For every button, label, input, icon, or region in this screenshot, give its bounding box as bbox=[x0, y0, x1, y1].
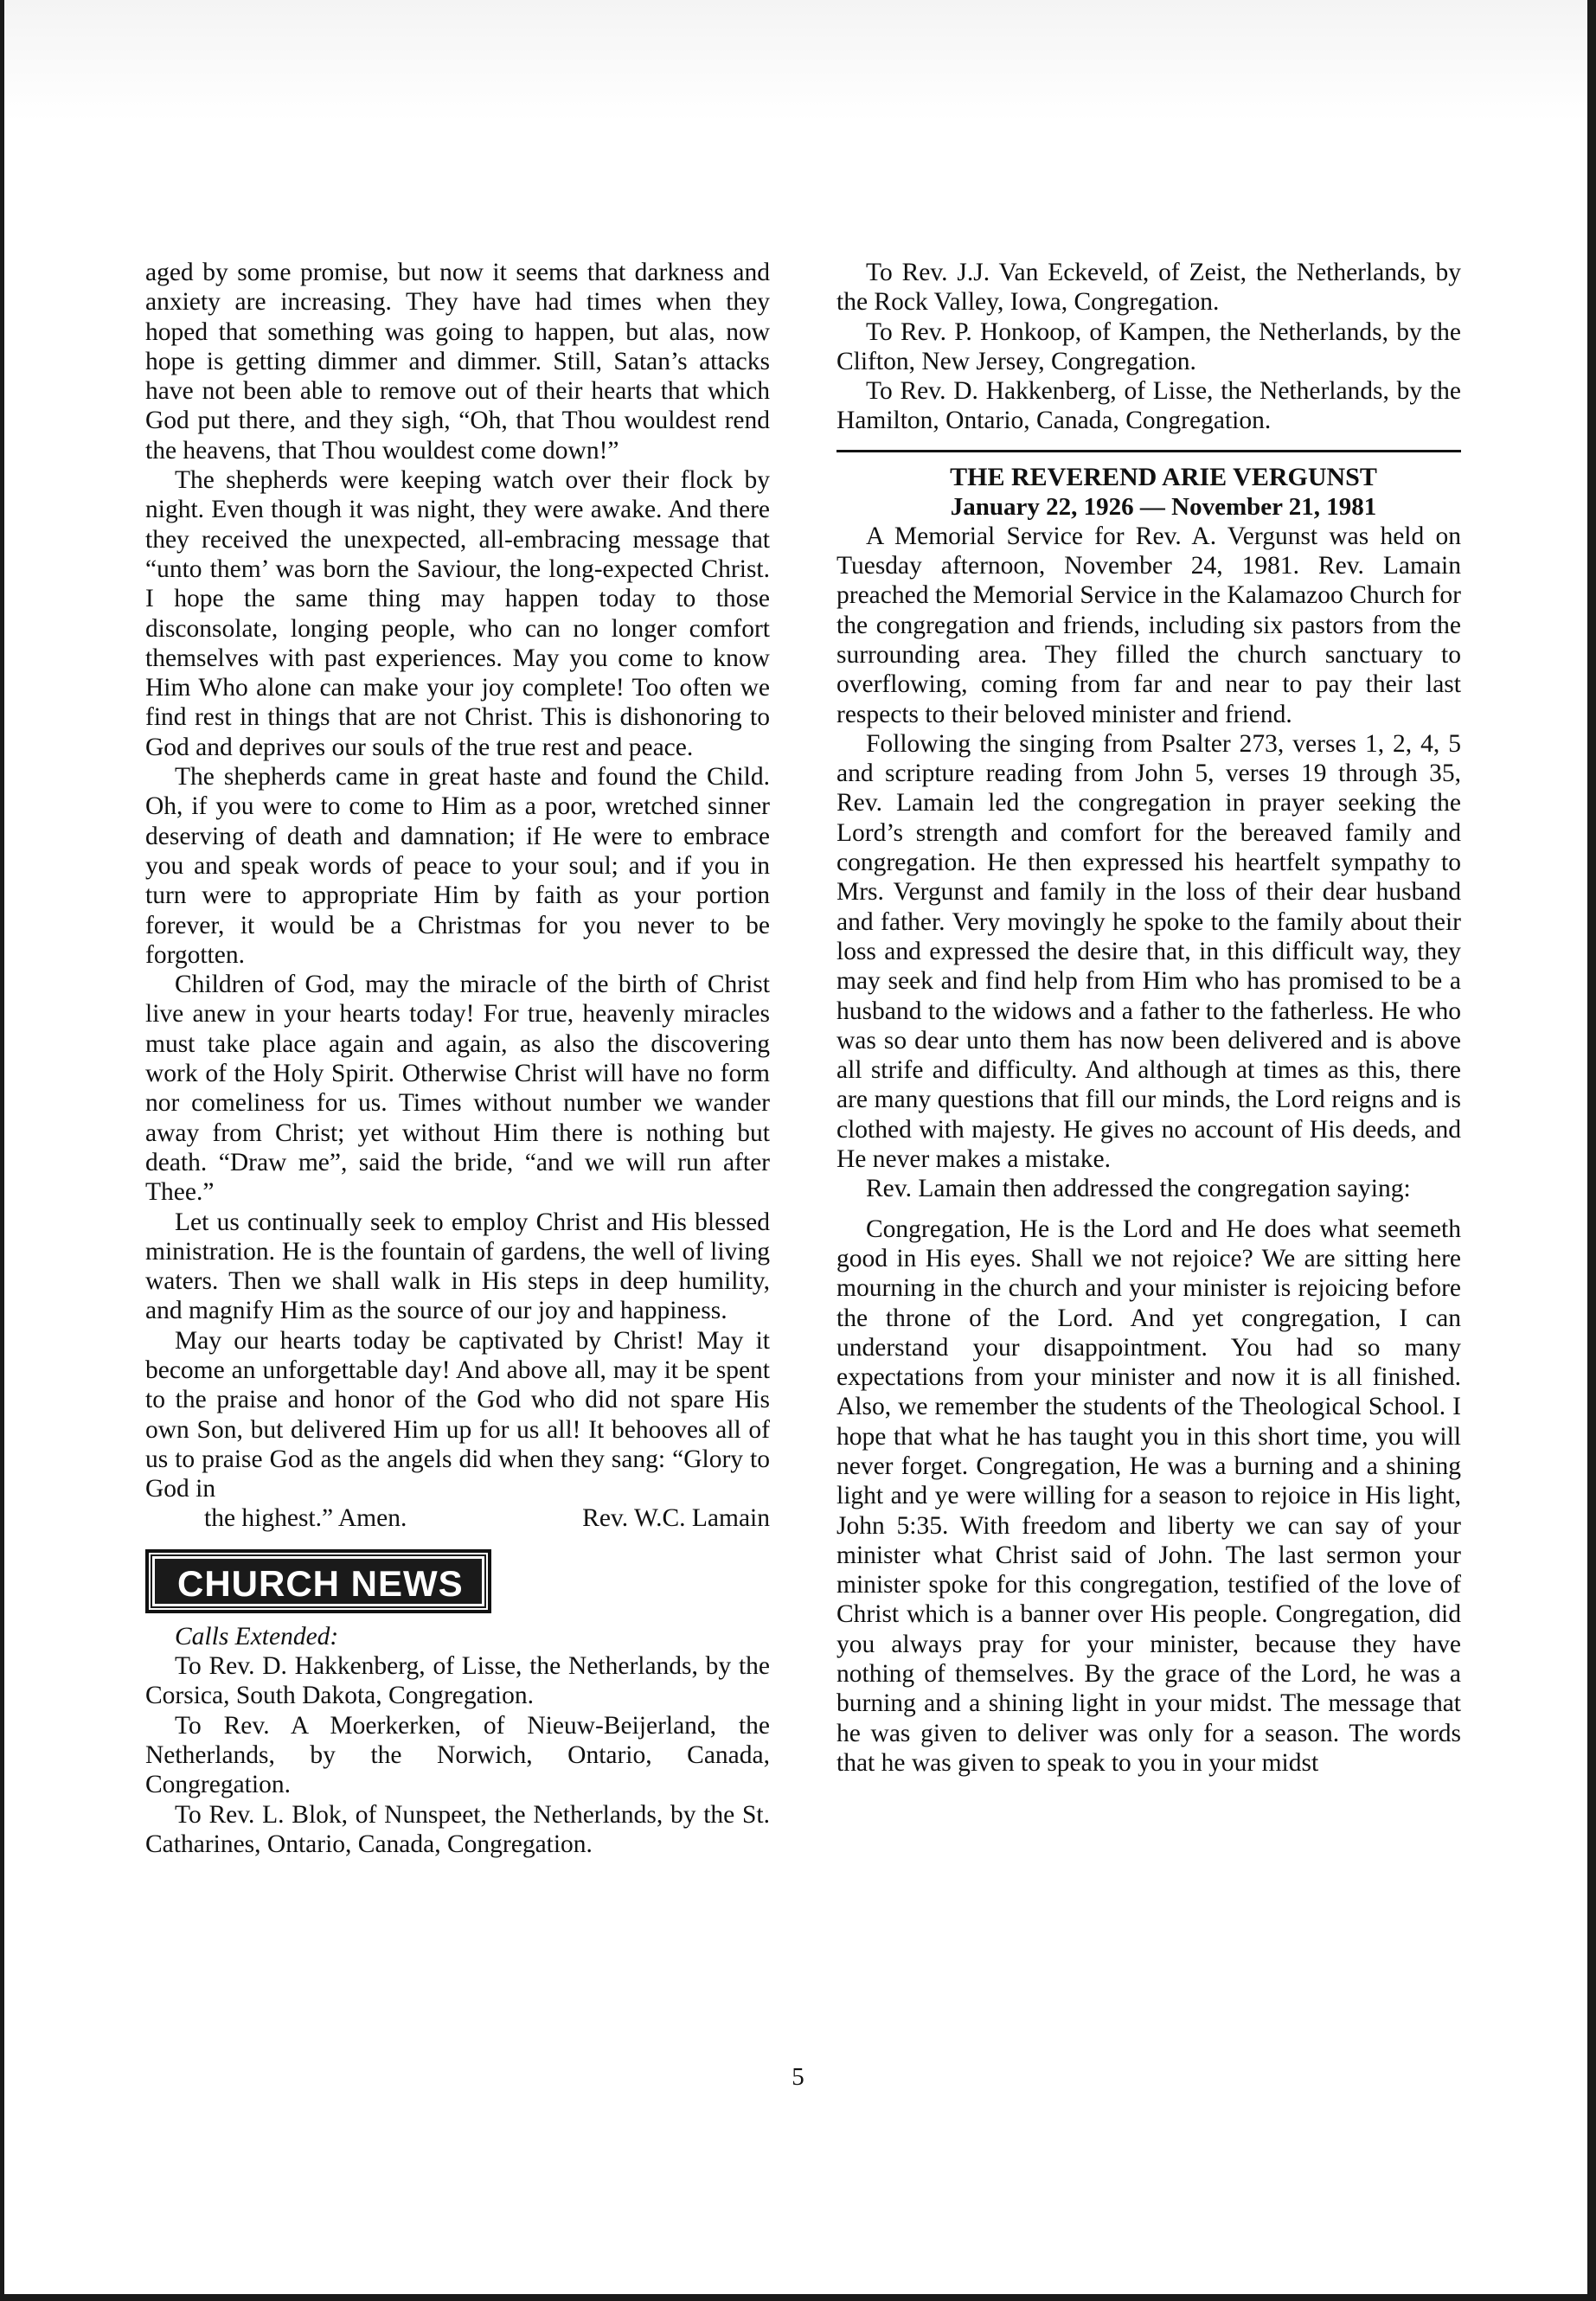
memorial-dates: January 22, 1926 — November 21, 1981 bbox=[950, 492, 1377, 521]
memorial-paragraph: Following the singing from Psalter 273, verses 1, 2, 4, 5 and scripture reading from John 5, verses 19 through 35, Rev. Lamain led the congregation in prayer seeking the Lord’s strength and comfort for the bereaved family and congregation. He then expressed his heartfelt sympathy to Mrs. Vergunst and family in the loss of their dear husband and father. Very movingly he spoke to the family about their loss and expressed the desire that, in this difficult way, they may seek and find help from Him who has promised to be a husband to the widows and a father to the fatherless. He who was so dear unto them has now been delivered and is above all strife and difficulty. And although at times as this, there are many questions that fill our minds, the Lord reigns and is clothed with majesty. He gives no account of His deeds, and He never makes a mistake. bbox=[836, 729, 1461, 1174]
closing-line bbox=[145, 1503, 770, 1533]
section-divider bbox=[836, 450, 1461, 452]
church-news-banner bbox=[145, 1549, 491, 1613]
call-item: To Rev. D. Hakkenberg, of Lisse, the Netherlands, by the Corsica, South Dakota, Congregation. bbox=[145, 1652, 770, 1710]
call-item: To Rev. D. Hakkenberg, of Lisse, the Netherlands, by the Hamilton, Ontario, Canada, Congregation. bbox=[836, 377, 1461, 435]
article-paragraph: Let us continually seek to employ Christ and His blessed ministration. He is the fountain of gardens, the well of living waters. Then we shall walk in His steps in deep humility, and magnify Him as the source of our joy and happiness. bbox=[145, 1208, 770, 1325]
church-news-heading: CHURCH NEWS bbox=[152, 1556, 484, 1606]
author-signature: Rev. W.C. Lamain bbox=[582, 1504, 770, 1533]
call-item: To Rev. J.J. Van Eckeveld, of Zeist, the Netherlands, by the Rock Valley, Iowa, Congregation. bbox=[836, 259, 1461, 317]
closing-text: the highest.” Amen. bbox=[204, 1504, 407, 1533]
call-item: To Rev. P. Honkoop, of Kampen, the Netherlands, by the Clifton, New Jersey, Congregation. bbox=[836, 317, 1461, 375]
scan-edge-right bbox=[1587, 0, 1596, 2301]
call-item: To Rev. L. Blok, of Nunspeet, the Netherlands, by the St. Catharines, Ontario, Canada, Congregation. bbox=[145, 1800, 770, 1858]
right-column bbox=[836, 258, 1461, 1778]
article-paragraph: Children of God, may the miracle of the birth of Christ live anew in your hearts today! For true, heavenly miracles must take place again and again, as also the discovering work of the Holy Spirit. Otherwise Christ will have no form nor comeliness for us. Times without number we wander away from Christ; yet without Him there is nothing but death. “Draw me”, said the bride, “and we will run after Thee.” bbox=[145, 971, 770, 1207]
article-paragraph: The shepherds came in great haste and found the Child. Oh, if you were to come to Him as a poor, wretched sinner deserving of death and damnation; if He were to embrace you and speak words of peace to your soul; and if you in turn were to appropriate Him by faith as your portion forever, it would be a Christmas for you never to be forgotten. bbox=[145, 763, 770, 969]
call-item: To Rev. A Moerkerken, of Nieuw-Beijerland, the Netherlands, by the Norwich, Ontario, Canada, Congregation. bbox=[145, 1711, 770, 1799]
memorial-paragraph: Rev. Lamain then addressed the congregation saying: bbox=[866, 1175, 1411, 1203]
left-column bbox=[145, 258, 770, 1859]
memorial-title: THE REVEREND ARIE VERGUNST bbox=[950, 462, 1377, 491]
article-paragraph: The shepherds were keeping watch over their flock by night. Even though it was night, they were awake. And there they received the unexpected, all-embracing message that “unto them’ was born the Saviour, the long-expected Christ. I hope the same thing may happen today to those disconsolate, longing people, who can no longer comfort themselves with past experiences. May you come to know Him Who alone can make your joy complete! Too often we find rest in things that are not Christ. This is dishonoring to God and deprives our souls of the true rest and peace. bbox=[145, 466, 770, 761]
calls-extended-heading: Calls Extended: bbox=[175, 1622, 339, 1650]
scan-edge-bottom bbox=[0, 2294, 1596, 2301]
memorial-paragraph: A Memorial Service for Rev. A. Vergunst was held on Tuesday afternoon, November 24, 1981. Rev. Lamain preached the Memorial Service in the Kalamazoo Church for the congregation and friends, including six pastors from the surrounding area. They filled the church sanctuary to overflowing, coming from far and near to pay their last respects to their beloved minister and friend. bbox=[836, 522, 1461, 728]
article-paragraph: aged by some promise, but now it seems that darkness and anxiety are increasing. They have had times when they hoped that something was going to happen, but alas, now hope is getting dimmer and dimmer. Still, Satan’s attacks have not been able to remove out of their hearts that which God put there, and they sigh, “Oh, that Thou wouldest rend the heavens, that Thou wouldest come down!” bbox=[145, 259, 770, 465]
article-paragraph: May our hearts today be captivated by Christ! May it become an unforgettable day! And above all, may it be spent to the praise and honor of the God who did not spare His own Son, but delivered Him up for us all! It behooves all of us to praise God as the angels did when they sang: “Glory to God in bbox=[145, 1326, 770, 1503]
page-number: 5 bbox=[792, 2063, 804, 2091]
scan-shading bbox=[0, 0, 1596, 121]
scan-edge-left bbox=[0, 0, 4, 2301]
memorial-quote: Congregation, He is the Lord and He does what seemeth good in His eyes. Shall we not rejoice? We are sitting here mourning in the church and your minister is rejoicing before the throne of the Lord. And yet congregation, I can understand your disappointment. You had so many expectations from your minister and now it is all finished. Also, we remember the students of the Theological School. I hope that what he has taught you in this short time, you will never forget. Congregation, He was a burning and a shining light and ye were willing for a season to rejoice in His light, John 5:35. With freedom and liberty we can say of your minister what Christ said of John. The last sermon your minister spoke for this congregation, testified of the love of Christ which is a banner over His people. Congregation, did you always pray for your minister, because they have nothing of themselves. By the grace of the Lord, he was a burning and a shining light in your midst. The message that he was given to deliver was only for a season. The words that he was given to speak to you in your midst bbox=[836, 1215, 1461, 1777]
